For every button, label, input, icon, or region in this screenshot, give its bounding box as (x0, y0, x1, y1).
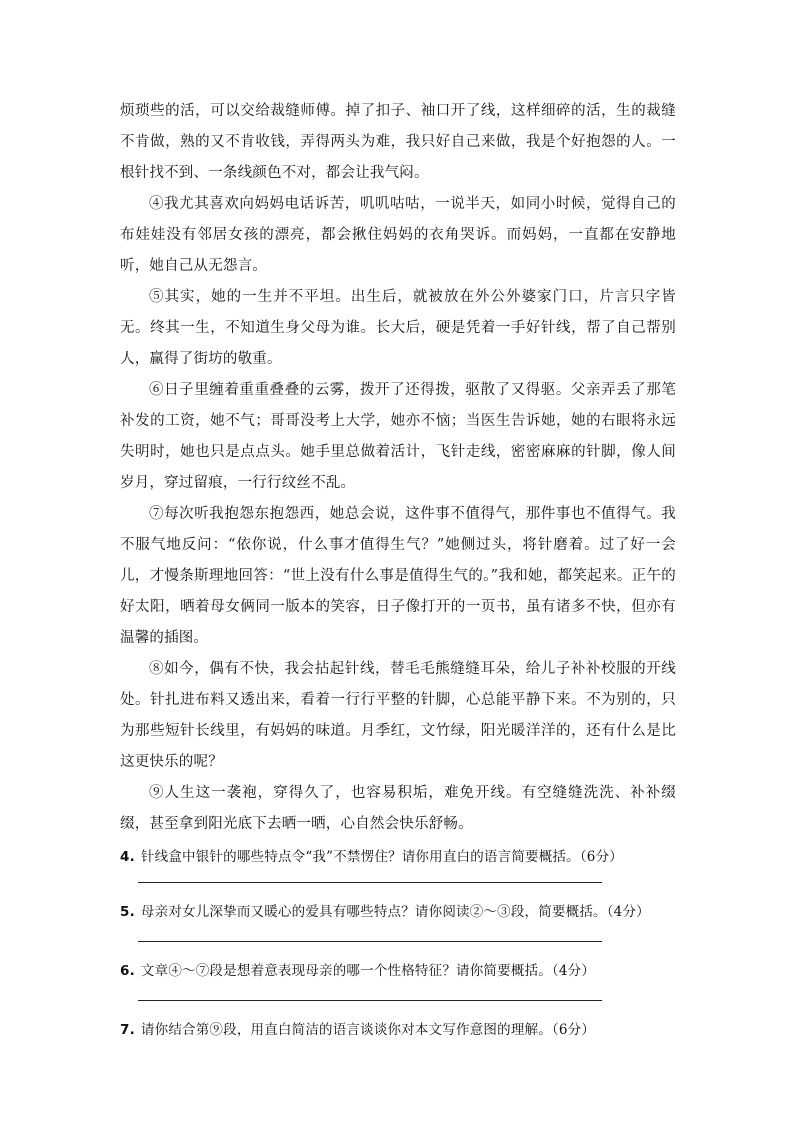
question-text: 针线盒中银针的哪些特点令“我”不禁愣住？请你用直白的语言简要概括。（6分） (140, 849, 623, 865)
question-text: 请你结合第⑨段，用直白简洁的语言谈谈你对本文写作意图的理解。（6分） (140, 1022, 596, 1038)
paragraph-7: ⑦每次听我抱怨东抱怨西，她总会说，这件事不值得气，那件事也不值得气。我不服气地反问：“依你说，什么事才值得生气？”她侧过头，将针磨着。过了好一会儿，才慢条斯理地回答：“世上没有什么事是值得生气的。”我和她，都笑起来。正午的好太阳，晒着母女俩同一版本的笑容，日子像打开的一页书，虽有诸多不快，但亦有温馨的插图。 (120, 506, 676, 646)
answer-line-5[interactable] (138, 941, 602, 942)
answer-line-4[interactable] (138, 882, 602, 883)
question-text: 母亲对女儿深挚而又暖心的爱具有哪些特点？请你阅读②～③段，简要概括。（4分） (140, 904, 650, 920)
question-list (120, 842, 676, 1045)
question-7 (120, 1015, 676, 1045)
question-number: 5. (120, 904, 135, 920)
paragraph-4: ④我尤其喜欢向妈妈电话诉苦，叽叽咕咕，一说半天，如同小时候，觉得自己的布娃娃没有邻居女孩的漂亮，都会揪住妈妈的衣角哭诉。而妈妈，一直都在安静地听，她自己从无怨言。 (120, 196, 676, 274)
question-text: 文章④～⑦段是想着意表现母亲的哪一个性格特征？请你简要概括。（4分） (140, 963, 596, 979)
paragraph-9: ⑨人生这一袭袍，穿得久了，也容易积垢，难免开线。有空缝缝洗洗、补补缀缀，甚至拿到阳光底下去晒一晒，心自然会快乐舒畅。 (120, 785, 676, 832)
question-number: 4. (120, 849, 135, 865)
paragraph-8: ⑧如今，偶有不快，我会拈起针线，替毛毛熊缝缝耳朵，给儿子补补校服的开线处。针扎进布料又透出来，看着一行行平整的针脚，心总能平静下来。不为别的，只为那些短针长线里，有妈妈的味道。月季红，文竹绿，阳光暖洋洋的，还有什么是比这更快乐的呢？ (120, 661, 676, 770)
paragraph-continued: 烦琐些的活，可以交给裁缝师傅。掉了扣子、袖口开了线，这样细碎的活，生的裁缝不肯做，熟的又不肯收钱，弄得两头为难，我只好自己来做，我是个好抱怨的人。一根针找不到、一条线颜色不对，都会让我气闷。 (120, 103, 676, 181)
question-number: 6. (120, 963, 135, 979)
answer-line-6[interactable] (138, 1000, 602, 1001)
reading-passage (120, 96, 676, 1045)
question-number: 7. (120, 1022, 135, 1038)
paragraph-6: ⑥日子里缠着重重叠叠的云雾，拨开了还得拨，驱散了又得驱。父亲弄丢了那笔补发的工资，她不气；哥哥没考上大学，她亦不恼；当医生告诉她，她的右眼将永远失明时，她也只是点点头。她手里总做着活计，飞针走线，密密麻麻的针脚，像人间岁月，穿过留痕，一行行纹丝不乱。 (120, 382, 676, 491)
question-6 (120, 956, 676, 986)
question-5 (120, 897, 676, 927)
question-4 (120, 842, 676, 872)
paragraph-5: ⑤其实，她的一生并不平坦。出生后，就被放在外公外婆家门口，片言只字皆无。终其一生，不知道生身父母为谁。长大后，硬是凭着一手好针线，帮了自己帮别人，赢得了街坊的敬重。 (120, 289, 676, 367)
